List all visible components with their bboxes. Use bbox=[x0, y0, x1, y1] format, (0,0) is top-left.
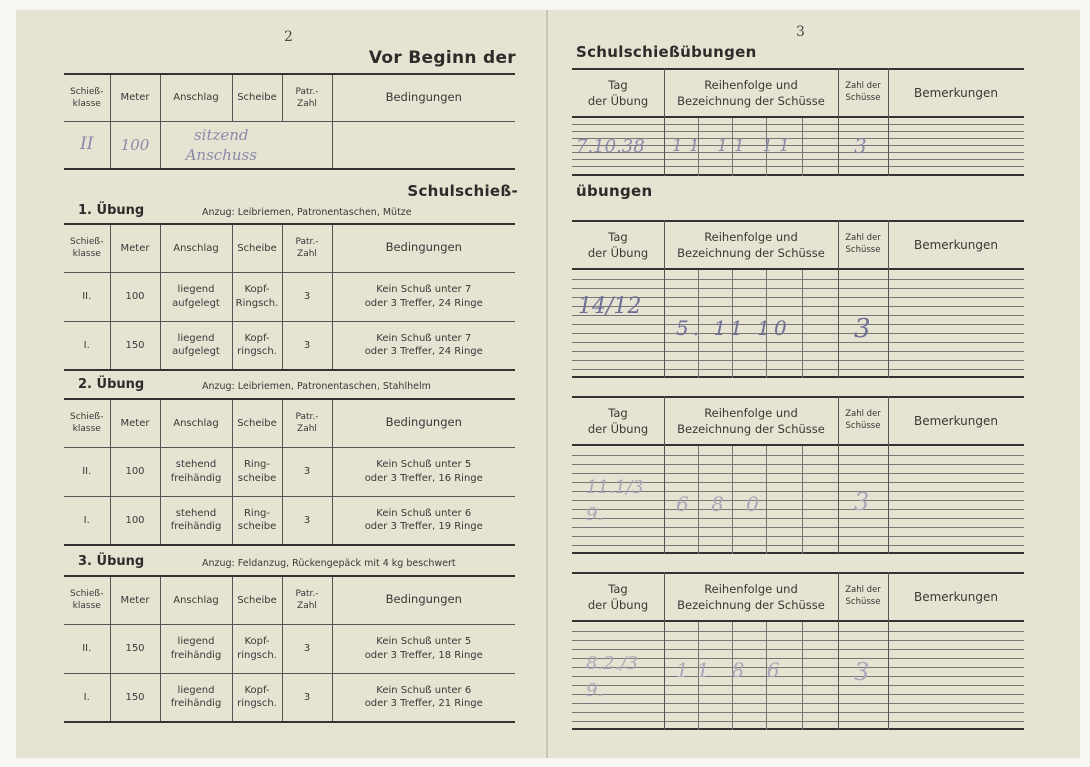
entry-4-tag: 8.2./39. bbox=[586, 653, 638, 701]
cell-klasse: I. bbox=[64, 321, 110, 370]
col-zahl: Zahl der Schüsse bbox=[845, 81, 881, 103]
cell-patr: 3 bbox=[282, 496, 332, 545]
cell-meter: 100 bbox=[110, 272, 160, 321]
cell-patr: 3 bbox=[282, 673, 332, 722]
cell-anschlag: liegend aufgelegt bbox=[160, 272, 232, 321]
record-lines bbox=[572, 270, 1024, 378]
col-meter: Meter bbox=[110, 399, 160, 447]
cell-scheibe: Kopf- Ringsch. bbox=[232, 272, 282, 321]
exercise-2-anzug: Anzug: Leibriemen, Patronentaschen, Stahlhelm bbox=[202, 381, 431, 392]
cell-patr: 3 bbox=[282, 624, 332, 673]
record-header bbox=[572, 220, 1024, 270]
cell-patr: 3 bbox=[282, 272, 332, 321]
entry-1-schuesse: 11 11 11 bbox=[672, 136, 796, 156]
col-scheibe: Scheibe bbox=[232, 576, 282, 624]
pre-exercise-table bbox=[64, 73, 515, 170]
cell-anschlag: stehend freihändig bbox=[160, 447, 232, 496]
cell-meter: 100 bbox=[110, 496, 160, 545]
col-bemerkungen: Bemerkungen bbox=[913, 414, 999, 428]
col-reihenfolge: Reihenfolge und Bezeichnung der Schüsse bbox=[677, 581, 825, 612]
col-patr: Patr.- Zahl bbox=[282, 74, 332, 121]
exercise-2-table bbox=[64, 398, 515, 546]
col-bedingungen: Bedingungen bbox=[332, 74, 515, 121]
entry-3-zahl: 3 bbox=[854, 488, 870, 516]
record-header bbox=[572, 572, 1024, 622]
col-meter: Meter bbox=[110, 224, 160, 272]
record-block-3 bbox=[572, 396, 1024, 554]
record-header bbox=[572, 68, 1024, 118]
page-number-right: 3 bbox=[796, 24, 805, 40]
entry-2-zahl: 3 bbox=[854, 314, 871, 344]
entry-1-zahl: 3 bbox=[854, 134, 867, 158]
col-anschlag: Anschlag bbox=[160, 74, 232, 121]
right-page bbox=[548, 10, 1080, 758]
record-header bbox=[572, 396, 1024, 446]
entry-4-zahl: 3 bbox=[854, 658, 870, 686]
col-patr: Patr.- Zahl bbox=[282, 576, 332, 624]
table-row bbox=[64, 624, 515, 673]
table-row bbox=[64, 447, 515, 496]
pre-anschlag: sitzend Anschuss bbox=[160, 121, 282, 169]
cell-anschlag: liegend freihändig bbox=[160, 624, 232, 673]
entry-4-schuesse: 11 8 6 bbox=[676, 658, 788, 682]
cell-bedingungen: Kein Schuß unter 5 oder 3 Treffer, 16 Ringe bbox=[332, 447, 515, 496]
entry-1-tag: 7.10.38 bbox=[576, 136, 645, 157]
heading-schulschiess: Schulschieß- bbox=[407, 182, 518, 200]
exercise-3-table bbox=[64, 575, 515, 723]
entry-2-tag: 14/12 bbox=[578, 294, 642, 319]
col-tag: Tag der Übung bbox=[587, 77, 649, 108]
col-tag: Tag der Übung bbox=[587, 581, 649, 612]
exercise-2-title: 2. Übung bbox=[78, 377, 145, 392]
col-meter: Meter bbox=[110, 74, 160, 121]
cell-klasse: II. bbox=[64, 447, 110, 496]
entry-3-schuesse: 6 8 0 bbox=[676, 492, 767, 516]
cell-meter: 150 bbox=[110, 624, 160, 673]
cell-scheibe: Kopf- ringsch. bbox=[232, 673, 282, 722]
col-zahl: Zahl der Schüsse bbox=[845, 585, 881, 607]
cell-scheibe: Kopf- ringsch. bbox=[232, 624, 282, 673]
cell-bedingungen: Kein Schuß unter 5 oder 3 Treffer, 18 Ringe bbox=[332, 624, 515, 673]
heading-uebungen: übungen bbox=[576, 182, 653, 200]
cell-meter: 150 bbox=[110, 321, 160, 370]
exercise-3-title: 3. Übung bbox=[78, 554, 145, 569]
col-meter: Meter bbox=[110, 576, 160, 624]
left-page bbox=[16, 10, 546, 758]
col-tag: Tag der Übung bbox=[587, 229, 649, 260]
page-number-left: 2 bbox=[284, 29, 293, 45]
col-zahl: Zahl der Schüsse bbox=[845, 409, 881, 431]
cell-klasse: II. bbox=[64, 624, 110, 673]
col-bedingungen: Bedingungen bbox=[332, 399, 515, 447]
cell-meter: 100 bbox=[110, 447, 160, 496]
col-bemerkungen: Bemerkungen bbox=[913, 86, 999, 100]
col-tag: Tag der Übung bbox=[587, 405, 649, 436]
exercise-1-anzug: Anzug: Leibriemen, Patronentaschen, Mütze bbox=[202, 207, 412, 218]
col-klasse: Schieß- klasse bbox=[64, 399, 110, 447]
cell-patr: 3 bbox=[282, 321, 332, 370]
cell-klasse: II. bbox=[64, 272, 110, 321]
cell-klasse: I. bbox=[64, 673, 110, 722]
cell-bedingungen: Kein Schuß unter 7 oder 3 Treffer, 24 Ringe bbox=[332, 272, 515, 321]
col-patr: Patr.- Zahl bbox=[282, 399, 332, 447]
entry-2-schuesse: 5. 11 10 bbox=[676, 316, 791, 340]
table-row bbox=[64, 673, 515, 722]
col-bedingungen: Bedingungen bbox=[332, 224, 515, 272]
entry-3-tag: 11.1/39. bbox=[586, 477, 644, 525]
col-reihenfolge: Reihenfolge und Bezeichnung der Schüsse bbox=[677, 77, 825, 108]
col-anschlag: Anschlag bbox=[160, 399, 232, 447]
pre-klasse: II bbox=[64, 121, 110, 169]
cell-bedingungen: Kein Schuß unter 7 oder 3 Treffer, 24 Ringe bbox=[332, 321, 515, 370]
cell-anschlag: liegend freihändig bbox=[160, 673, 232, 722]
cell-scheibe: Kopf- ringsch. bbox=[232, 321, 282, 370]
cell-scheibe: Ring- scheibe bbox=[232, 496, 282, 545]
cell-anschlag: liegend aufgelegt bbox=[160, 321, 232, 370]
cell-scheibe: Ring- scheibe bbox=[232, 447, 282, 496]
col-anschlag: Anschlag bbox=[160, 576, 232, 624]
table-row bbox=[64, 321, 515, 370]
col-bemerkungen: Bemerkungen bbox=[913, 238, 999, 252]
col-anschlag: Anschlag bbox=[160, 224, 232, 272]
cell-meter: 150 bbox=[110, 673, 160, 722]
record-block-1 bbox=[572, 68, 1024, 176]
col-bemerkungen: Bemerkungen bbox=[913, 590, 999, 604]
col-bedingungen: Bedingungen bbox=[332, 576, 515, 624]
heading-vor-beginn: Vor Beginn der bbox=[368, 48, 516, 68]
cell-bedingungen: Kein Schuß unter 6 oder 3 Treffer, 19 Ringe bbox=[332, 496, 515, 545]
col-klasse: Schieß- klasse bbox=[64, 74, 110, 121]
record-block-2 bbox=[572, 220, 1024, 378]
cell-patr: 3 bbox=[282, 447, 332, 496]
table-row bbox=[64, 496, 515, 545]
col-scheibe: Scheibe bbox=[232, 224, 282, 272]
col-patr: Patr.- Zahl bbox=[282, 224, 332, 272]
pre-meter: 100 bbox=[110, 121, 160, 169]
record-block-4 bbox=[572, 572, 1024, 730]
cell-klasse: I. bbox=[64, 496, 110, 545]
col-reihenfolge: Reihenfolge und Bezeichnung der Schüsse bbox=[677, 405, 825, 436]
table-row bbox=[64, 272, 515, 321]
exercise-1-table bbox=[64, 223, 515, 371]
col-klasse: Schieß- klasse bbox=[64, 576, 110, 624]
cell-anschlag: stehend freihändig bbox=[160, 496, 232, 545]
col-reihenfolge: Reihenfolge und Bezeichnung der Schüsse bbox=[677, 229, 825, 260]
exercise-1-title: 1. Übung bbox=[78, 203, 145, 218]
col-scheibe: Scheibe bbox=[232, 399, 282, 447]
heading-schulschiessuebungen: Schulschießübungen bbox=[576, 43, 757, 61]
col-scheibe: Scheibe bbox=[232, 74, 282, 121]
cell-bedingungen: Kein Schuß unter 6 oder 3 Treffer, 21 Ringe bbox=[332, 673, 515, 722]
col-zahl: Zahl der Schüsse bbox=[845, 233, 881, 255]
col-klasse: Schieß- klasse bbox=[64, 224, 110, 272]
exercise-3-anzug: Anzug: Feldanzug, Rückengepäck mit 4 kg beschwert bbox=[202, 558, 456, 569]
